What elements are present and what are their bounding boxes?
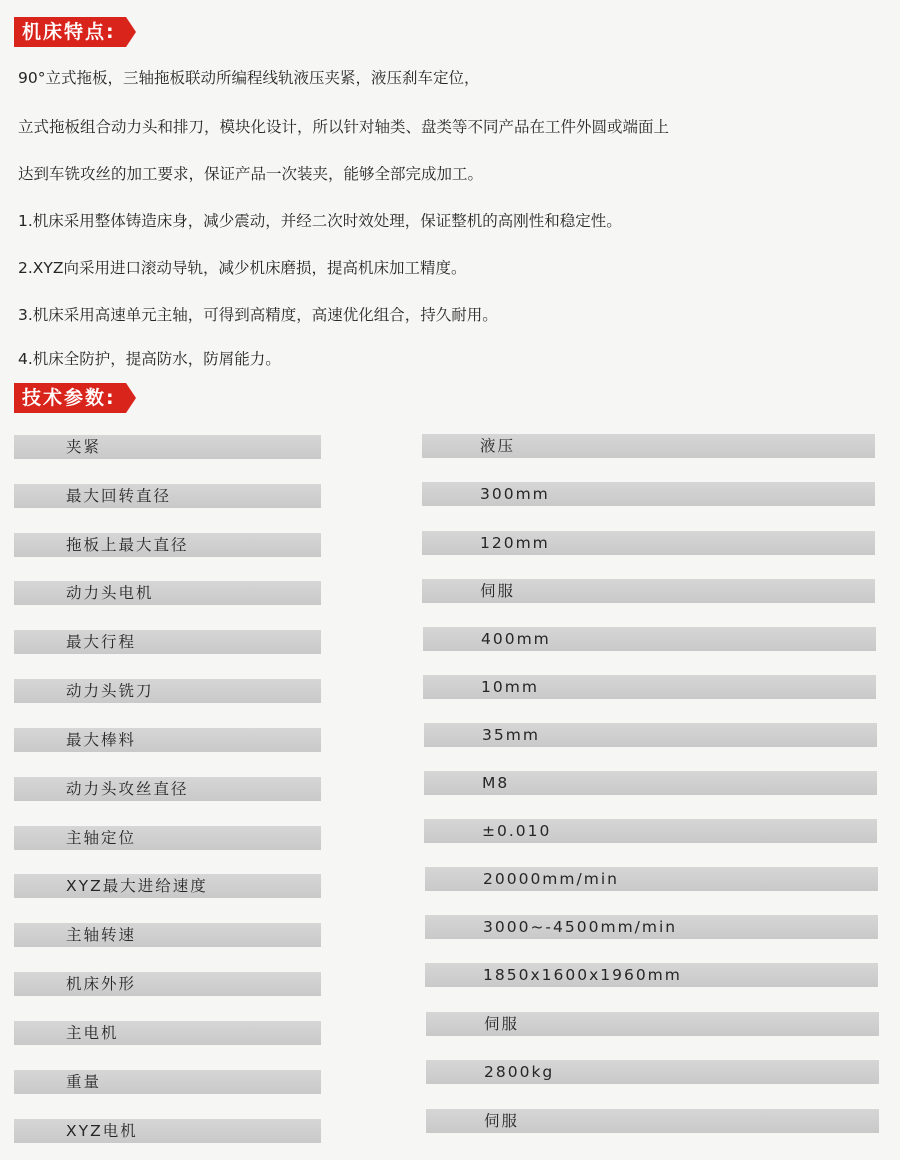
- spec-label: 最大棒料: [66, 731, 137, 749]
- spec-row-main-motor-value-bar: [426, 1012, 879, 1036]
- spec-row-xyz-motor-label-bar: [14, 1119, 321, 1143]
- spec-row-tapping-value-bar: [424, 771, 877, 795]
- spec-label: 动力头攻丝直径: [66, 780, 189, 798]
- features-heading: 机床特点:: [14, 17, 126, 47]
- spec-row-travel-value-bar: [423, 627, 876, 651]
- specs-heading: 技术参数:: [14, 383, 126, 413]
- spec-row-travel-label-bar: [14, 630, 321, 654]
- spec-row-main-motor-label-bar: [14, 1021, 321, 1045]
- spec-value: 2800kg: [484, 1063, 555, 1081]
- spec-value: 120mm: [480, 534, 550, 552]
- features-item-2: 2.XYZ向采用进口滚动导轨，减少机床磨损，提高机床加工精度。: [18, 259, 467, 277]
- spec-label: 最大行程: [66, 633, 137, 651]
- spec-label: XYZ最大进给速度: [66, 877, 208, 895]
- spec-value: 液压: [480, 437, 516, 455]
- spec-row-clamping-label-bar: [14, 435, 321, 459]
- features-item-3: 3.机床采用高速单元主轴，可得到高精度，高速优化组合，持久耐用。: [18, 306, 498, 324]
- spec-value: 300mm: [480, 485, 550, 503]
- spec-label: 动力头电机: [66, 584, 154, 602]
- spec-value: 35mm: [482, 726, 540, 744]
- spec-row-swing-value-bar: [422, 482, 875, 506]
- features-item-4: 4.机床全防护，提高防水，防屑能力。: [18, 350, 281, 368]
- features-line-2: 立式拖板组合动力头和排刀，模块化设计，所以针对轴类、盘类等不同产品在工件外圆或端面上: [18, 118, 670, 136]
- spec-row-powerhead-motor-label-bar: [14, 581, 321, 605]
- spec-row-xyz-motor-value-bar: [426, 1109, 879, 1133]
- spec-row-carriage-label-bar: [14, 533, 321, 557]
- spec-value: 400mm: [481, 630, 551, 648]
- spec-value: M8: [482, 774, 510, 792]
- spec-row-carriage-value-bar: [422, 531, 875, 555]
- features-line-3: 达到车铣攻丝的加工要求，保证产品一次装夹，能够全部完成加工。: [18, 165, 484, 183]
- spec-label: 主轴定位: [66, 829, 137, 847]
- features-line-1: 90°立式拖板，三轴拖板联动所编程线轨液压夹紧，液压刹车定位，: [18, 69, 480, 87]
- spec-value: 10mm: [481, 678, 539, 696]
- spec-label: 夹紧: [66, 438, 102, 456]
- spec-value: 伺服: [484, 1015, 520, 1033]
- features-item-1: 1.机床采用整体铸造床身，减少震动，并经二次时效处理，保证整机的高刚性和稳定性。: [18, 212, 622, 230]
- spec-row-milling-cutter-value-bar: [423, 675, 876, 699]
- spec-row-spindle-speed-value-bar: [425, 915, 878, 939]
- spec-label: 重量: [66, 1073, 102, 1091]
- spec-row-clamping-value-bar: [422, 434, 875, 458]
- spec-value: 伺服: [480, 582, 516, 600]
- spec-row-weight-label-bar: [14, 1070, 321, 1094]
- spec-row-dimensions-value-bar: [425, 963, 878, 987]
- spec-row-bar-stock-value-bar: [424, 723, 877, 747]
- spec-label: XYZ电机: [66, 1122, 138, 1140]
- spec-row-powerhead-motor-value-bar: [422, 579, 875, 603]
- spec-value: 1850x1600x1960mm: [483, 966, 682, 984]
- spec-row-spindle-positioning-label-bar: [14, 826, 321, 850]
- spec-label: 机床外形: [66, 975, 137, 993]
- spec-row-bar-stock-label-bar: [14, 728, 321, 752]
- spec-row-spindle-positioning-value-bar: [424, 819, 877, 843]
- spec-row-milling-cutter-label-bar: [14, 679, 321, 703]
- spec-row-dimensions-label-bar: [14, 972, 321, 996]
- spec-row-spindle-speed-label-bar: [14, 923, 321, 947]
- spec-label: 最大回转直径: [66, 487, 172, 505]
- spec-row-weight-value-bar: [426, 1060, 879, 1084]
- spec-label: 主电机: [66, 1024, 119, 1042]
- spec-value: 20000mm/min: [483, 870, 619, 888]
- spec-label: 主轴转速: [66, 926, 137, 944]
- spec-value: 伺服: [484, 1112, 520, 1130]
- spec-row-tapping-label-bar: [14, 777, 321, 801]
- spec-value: 3000~-4500mm/min: [483, 918, 678, 936]
- spec-value: ±0.010: [482, 822, 552, 840]
- spec-row-swing-label-bar: [14, 484, 321, 508]
- spec-row-feed-rate-value-bar: [425, 867, 878, 891]
- spec-row-feed-rate-label-bar: [14, 874, 321, 898]
- spec-label: 拖板上最大直径: [66, 536, 189, 554]
- spec-label: 动力头铣刀: [66, 682, 154, 700]
